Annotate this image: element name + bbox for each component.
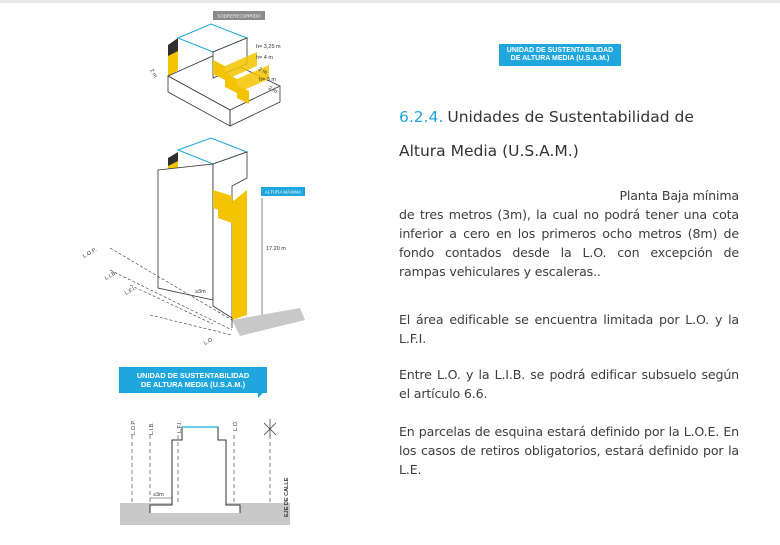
- paragraph-planta-baja: [399, 186, 739, 281]
- section-lfi: L.F.I.: [177, 421, 183, 433]
- section-axis: EJE DE CALLE: [284, 477, 290, 517]
- section-title: Unidades de Sustentabilidad de Altura Media (U.S.A.M.): [399, 108, 694, 160]
- dim-h-325: h= 3,25 m: [256, 44, 281, 50]
- badge-bottom-line2: DE ALTURA MEDIA (U.S.A.M.): [140, 380, 246, 389]
- section-badge-bottom: [119, 367, 267, 393]
- line-lfi: L.F.I.: [124, 285, 138, 297]
- badge-tail: [258, 392, 264, 398]
- dim-h-4: h= 4 m: [256, 55, 273, 61]
- badge-bottom-line1: UNIDAD DE SUSTENTABILIDAD: [136, 371, 250, 380]
- section-ground-dim: ≥3m: [153, 492, 164, 498]
- paragraph-lead: Planta Baja mínima: [619, 188, 739, 203]
- badge-top-line1: UNIDAD DE SUSTENTABILIDAD: [506, 47, 614, 54]
- altura-maxima-label: ALTURA MÁXIMA: [264, 189, 302, 195]
- sobrerecorrido-label: SOBRERECORRIDO: [217, 13, 261, 19]
- line-lop: L.O.P.: [82, 247, 98, 260]
- dim-d1: 2 m: [257, 66, 268, 77]
- figure-bottom-section: [110, 405, 300, 535]
- badge-top-line2: DE ALTURA MEDIA (U.S.A.M.): [510, 55, 610, 62]
- line-lo: L.O.: [203, 336, 216, 347]
- dim-d2: 2 m: [267, 85, 278, 96]
- paragraph-subsuelo: Entre L.O. y la L.I.B. se podrá edificar subsuelo según el artículo 6.6.: [399, 367, 739, 401]
- figure-middle-isometric: [0, 130, 330, 350]
- section-lop: L.O.P.: [131, 420, 137, 435]
- figure-top-isometric: [0, 0, 320, 135]
- section-heading: [399, 100, 744, 168]
- paragraph-esquina: En parcelas de esquina estará definido por la L.O.E. En los casos de retiros obligatorios, estará definido por la L.E.: [399, 424, 739, 477]
- dim-h-3: h= 3 m: [259, 77, 276, 83]
- dim-left: 2 m: [148, 68, 159, 79]
- section-lib: L.I.B.: [149, 422, 155, 435]
- paragraph-area-edificable: El área edificable se encuentra limitada por L.O. y la L.F.I.: [399, 312, 739, 346]
- section-badge-top: [499, 44, 621, 66]
- ground-dim: ≥3m: [195, 289, 206, 295]
- section-lo: L.O.: [233, 420, 239, 431]
- line-lib: L.I.B.: [104, 270, 119, 282]
- section-number: 6.2.4.: [399, 108, 444, 126]
- paragraph-body: de tres metros (3m), la cual no podrá tener una cota inferior a cero en los primeros ocho metros (8m) de fondo contados desde la L.O. con excepción de rampas vehiculares y escaleras..: [399, 207, 739, 279]
- height-dim: 17.20 m: [266, 246, 286, 252]
